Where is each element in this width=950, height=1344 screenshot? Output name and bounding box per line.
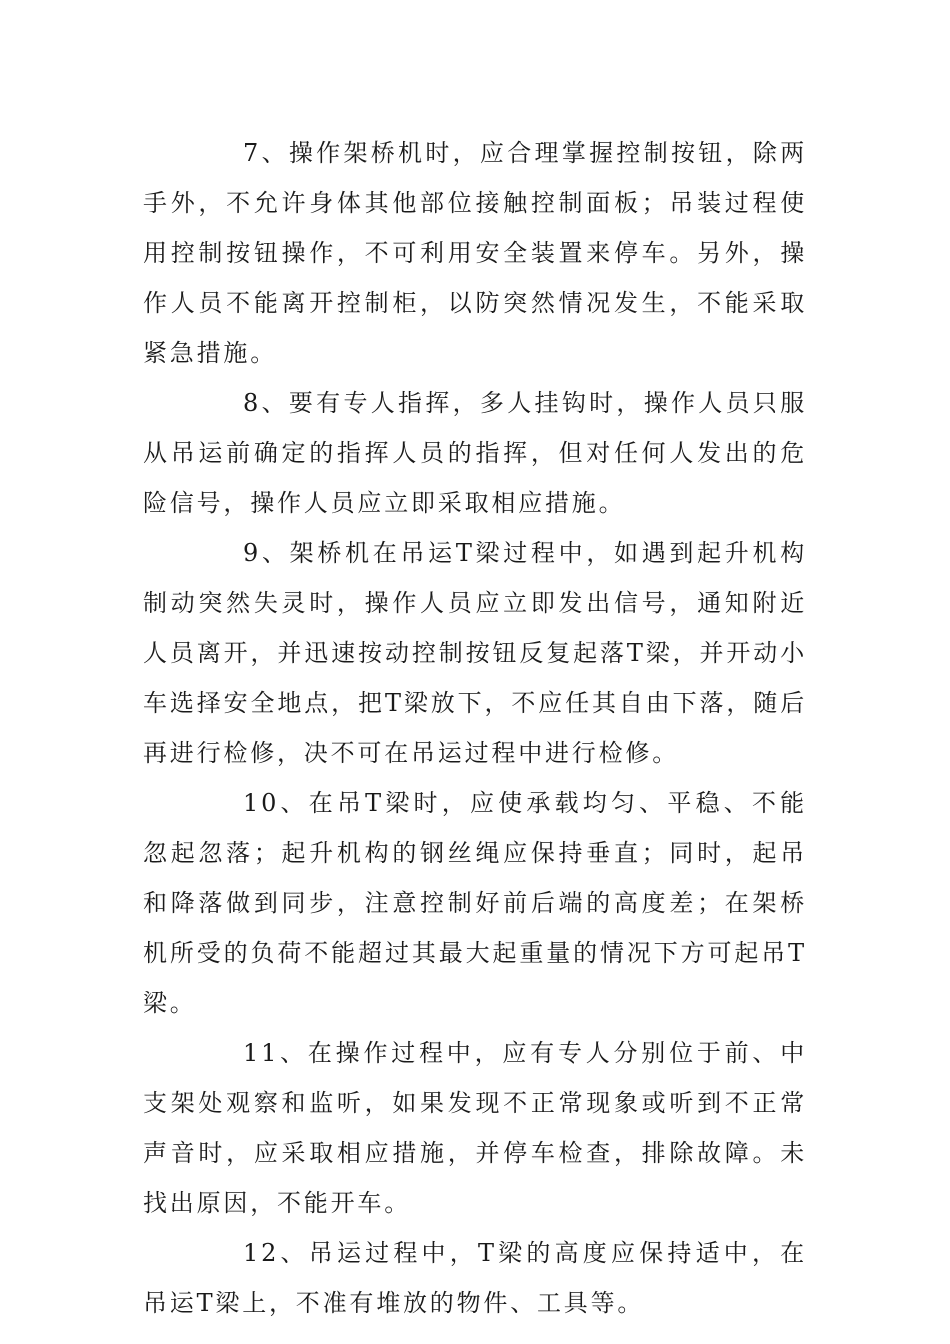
paragraph-item-10: 10、在吊T梁时，应使承载均匀、平稳、不能忽起忽落；起升机构的钢丝绳应保持垂直；同时，起吊和降落做到同步，注意控制好前后端的高度差；在架桥机所受的负荷不能超过其最大起重量的情况下方可起吊T梁。 [143, 789, 807, 1017]
paragraph-item-11: 11、在操作过程中，应有专人分别位于前、中支架处观察和监听，如果发现不正常现象或听到不正常声音时，应采取相应措施，并停车检查，排除故障。未找出原因，不能开车。 [143, 1039, 807, 1217]
paragraph-item-7: 7、操作架桥机时，应合理掌握控制按钮，除两手外，不允许身体其他部位接触控制面板；吊装过程使用控制按钮操作，不可利用安全装置来停车。另外，操作人员不能离开控制柜，以防突然情况发生，不能采取紧急措施。 [143, 139, 807, 367]
paragraph-item-12: 12、吊运过程中，T梁的高度应保持适中，在吊运T梁上，不准有堆放的物件、工具等。 [143, 1239, 807, 1317]
paragraph-item-8: 8、要有专人指挥，多人挂钩时，操作人员只服从吊运前确定的指挥人员的指挥，但对任何人发出的危险信号，操作人员应立即采取相应措施。 [143, 389, 807, 517]
document-body [143, 128, 807, 1328]
paragraph-item-9: 9、架桥机在吊运T梁过程中，如遇到起升机构制动突然失灵时，操作人员应立即发出信号，通知附近人员离开，并迅速按动控制按钮反复起落T梁，并开动小车选择安全地点，把T梁放下，不应任其自由下落，随后再进行检修，决不可在吊运过程中进行检修。 [143, 539, 807, 767]
